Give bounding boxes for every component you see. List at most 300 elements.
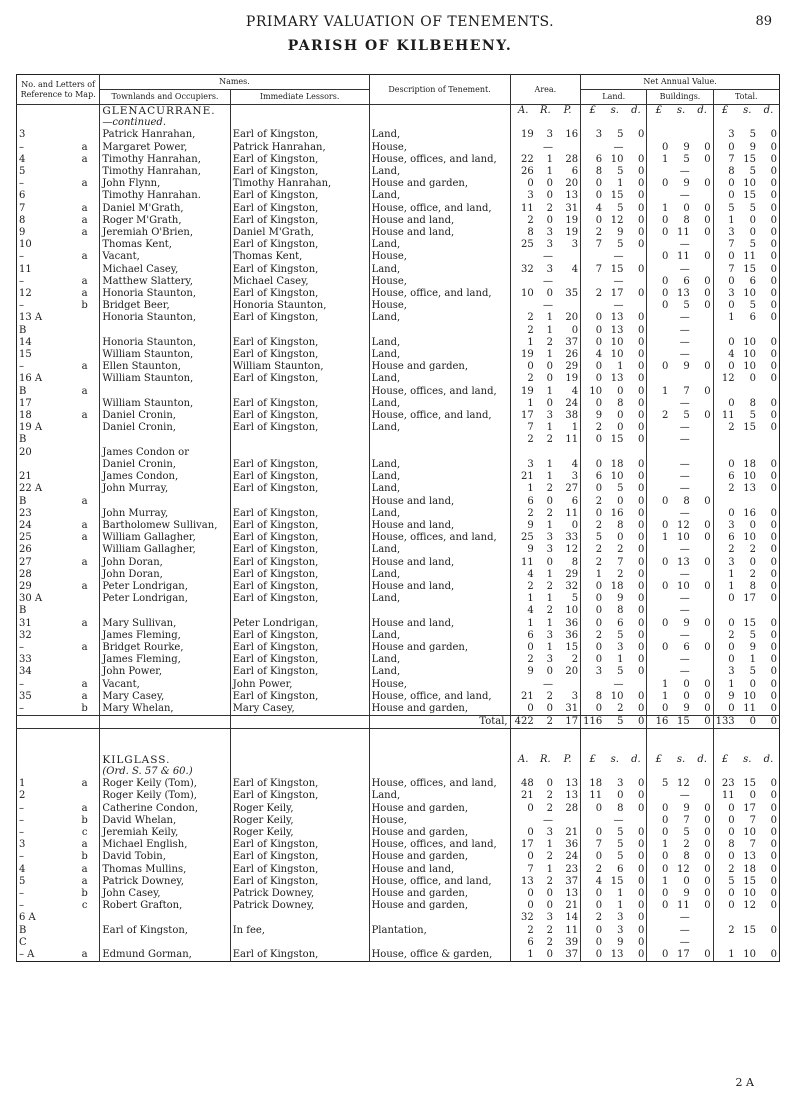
area-acres: 8 xyxy=(510,227,536,239)
land-shillings: 5 xyxy=(617,666,624,678)
description: House and garden, xyxy=(369,900,510,912)
unit-total-pounds: £ xyxy=(713,754,737,766)
land-shillings: 13 xyxy=(610,312,624,324)
total-pounds: 0 xyxy=(713,398,737,410)
buildings-pence: 0 xyxy=(704,519,711,531)
land-pence: 0 xyxy=(637,802,645,814)
occupier: William Staunton, xyxy=(100,373,230,385)
total-shillings xyxy=(737,605,758,617)
area-perches: 19 xyxy=(565,227,579,239)
occupier: Patrick Hanrahan, xyxy=(100,129,230,141)
land-pounds xyxy=(581,251,605,263)
total-pence xyxy=(758,605,780,617)
ref-letter: a xyxy=(81,178,88,190)
ref-number: 19 A xyxy=(19,422,43,434)
total-shillings: 9 xyxy=(749,641,756,653)
total-shillings: 5 xyxy=(749,410,756,422)
land-shillings: 8 xyxy=(617,519,624,531)
subtitle-cell xyxy=(692,117,713,129)
spacer-cell xyxy=(604,729,625,742)
ref-number: 5 xyxy=(19,875,26,887)
table-row xyxy=(17,227,780,239)
occupier: John Casey, xyxy=(100,888,230,900)
lessor: Earl of Kingston, xyxy=(230,398,369,410)
occupier: Earl of Kingston, xyxy=(100,925,230,937)
total-pounds: 0 xyxy=(713,900,737,912)
area-perches: 36 xyxy=(565,629,579,641)
total-pence: 0 xyxy=(770,678,777,690)
total-pence: 0 xyxy=(770,214,777,226)
buildings-shillings: 12 xyxy=(676,778,690,790)
land-pence: 0 xyxy=(637,900,645,912)
section-cell xyxy=(369,105,510,118)
total-shillings: 10 xyxy=(743,690,756,702)
ref-number: 1 xyxy=(19,778,26,790)
description: House, office, and land, xyxy=(369,876,510,888)
buildings-shillings: 11 xyxy=(676,900,690,912)
area-perches xyxy=(555,276,581,288)
spacer-cell xyxy=(369,742,510,754)
land-shillings: 10 xyxy=(610,690,624,702)
buildings-pence: 0 xyxy=(704,580,711,592)
ref-number: – xyxy=(19,802,24,814)
ref-letter: a xyxy=(81,251,88,263)
unit-perches: P. xyxy=(563,753,572,765)
total-pounds: 5 xyxy=(713,876,737,888)
subtitle-cell xyxy=(70,766,100,778)
col-header-lessors: Immediate Lessors. xyxy=(230,90,369,105)
spacer-cell xyxy=(581,742,605,754)
lessor: Daniel M'Grath, xyxy=(230,227,369,239)
buildings-pounds xyxy=(647,605,671,617)
table-row xyxy=(17,605,780,617)
area-perches: 39 xyxy=(565,936,579,948)
land-pounds: 4 xyxy=(581,876,605,888)
table-row xyxy=(17,900,780,912)
area-roods: 1 xyxy=(546,863,553,875)
buildings-pounds xyxy=(647,483,671,495)
buildings-shillings: 12 xyxy=(676,863,690,875)
area-perches: 20 xyxy=(565,666,579,678)
total-pence: 0 xyxy=(770,814,777,826)
col-header-ref: No. and Letters of Reference to Map. xyxy=(17,75,100,105)
land-pence: 0 xyxy=(637,702,645,714)
lessor: Earl of Kingston, xyxy=(230,203,369,215)
unit-total-pounds: £ xyxy=(713,105,737,118)
unit-buildings-pounds: £ xyxy=(647,105,671,118)
land-pence: 0 xyxy=(637,580,645,592)
buildings-pence: 0 xyxy=(704,202,711,214)
total-pounds: 0 xyxy=(713,703,737,716)
area-roods: 0 xyxy=(546,900,553,912)
total-shillings: 0 xyxy=(749,790,756,802)
land-pence: 0 xyxy=(637,227,645,239)
buildings-pounds xyxy=(647,373,671,385)
description: Land, xyxy=(369,666,510,678)
buildings-pounds: 1 xyxy=(647,876,671,888)
buildings-pounds xyxy=(647,349,671,361)
buildings-pounds xyxy=(647,264,671,276)
buildings-shillings: 0 xyxy=(683,678,690,690)
buildings-shillings: 9 xyxy=(683,361,690,373)
total-pence: 0 xyxy=(770,802,777,814)
spacer-cell xyxy=(510,729,536,742)
area-perches: 21 xyxy=(565,826,579,838)
description: Land, xyxy=(369,312,510,324)
table-row xyxy=(17,654,780,666)
occupier: James Condon or xyxy=(100,447,230,459)
total-shillings: 15 xyxy=(743,924,756,936)
land-shillings: 8 xyxy=(617,397,624,409)
area-acres: 19 xyxy=(510,349,536,361)
area-acres: 0 xyxy=(510,827,536,839)
land-shillings: 16 xyxy=(610,507,624,519)
land-pounds: 7 xyxy=(581,239,605,251)
unit-roods: R. xyxy=(540,753,551,765)
description: House, xyxy=(369,815,510,827)
land-pence: 0 xyxy=(637,605,645,617)
section-title-row xyxy=(17,105,780,118)
area-roods: 2 xyxy=(546,434,553,446)
col-header-nav: Net Annual Value. xyxy=(581,75,780,90)
spacer-cell xyxy=(647,742,671,754)
table-row xyxy=(17,178,780,190)
land-pence: 0 xyxy=(637,324,645,336)
ref-number: – xyxy=(19,900,24,912)
spacer-cell xyxy=(604,742,625,754)
area-perches: 6 xyxy=(571,495,579,507)
area-acres: 0 xyxy=(510,361,536,373)
land-pounds: 0 xyxy=(581,215,605,227)
buildings-pence: 0 xyxy=(704,214,711,226)
area-perches: 10 xyxy=(565,605,579,617)
buildings-shillings: 17 xyxy=(676,948,690,960)
land-shillings: 5 xyxy=(617,629,624,641)
land-pounds: 0 xyxy=(581,803,605,815)
total-pounds: 0 xyxy=(713,300,737,312)
table-row xyxy=(17,300,780,312)
lessor: Earl of Kingston, xyxy=(230,410,369,422)
buildings-pence xyxy=(692,605,713,617)
occupier: David Whelan, xyxy=(100,815,230,827)
area-acres: 25 xyxy=(510,532,536,544)
buildings-pence xyxy=(692,790,713,802)
buildings-pounds: 0 xyxy=(647,557,671,569)
ref-number: 33 xyxy=(19,654,32,666)
total-pounds: 1 xyxy=(713,215,737,227)
area-acres: 3 xyxy=(510,459,536,471)
area-roods: — xyxy=(542,678,553,690)
ref-number: – xyxy=(19,678,24,690)
area-acres: 4 xyxy=(510,569,536,581)
lessor: Earl of Kingston, xyxy=(230,520,369,532)
spacer-cell xyxy=(555,729,581,742)
buildings-pence xyxy=(692,937,713,949)
area-roods: 3 xyxy=(546,654,553,666)
buildings-pence: 0 xyxy=(704,251,711,263)
buildings-pence xyxy=(692,654,713,666)
area-roods: 1 xyxy=(546,641,553,653)
ref-letter: a xyxy=(81,153,88,165)
land-pence: 0 xyxy=(637,361,645,373)
buildings-pounds xyxy=(647,434,671,446)
table-row xyxy=(17,803,780,815)
buildings-pounds: 0 xyxy=(647,300,671,312)
ref-number: 22 A xyxy=(19,483,43,495)
area-roods: 2 xyxy=(546,924,553,936)
buildings-pence xyxy=(692,190,713,202)
buildings-pence: 0 xyxy=(704,875,711,887)
ref-letter xyxy=(70,349,100,361)
buildings-pounds: 0 xyxy=(647,888,671,900)
land-pounds: 0 xyxy=(581,654,605,666)
description: Plantation, xyxy=(369,925,510,937)
total-pence: 0 xyxy=(770,507,777,519)
area-perches: 27 xyxy=(565,483,579,495)
land-shillings: 3 xyxy=(617,912,624,924)
ref-letter: a xyxy=(81,641,88,653)
ref-letter: a xyxy=(81,839,88,851)
land-pence xyxy=(626,447,647,459)
area-acres: 21 xyxy=(510,790,536,802)
buildings-pence: 0 xyxy=(704,863,711,875)
total-pounds: 2 xyxy=(713,864,737,876)
land-pence: 0 xyxy=(637,544,645,556)
occupier: Vacant, xyxy=(100,679,230,691)
land-pounds xyxy=(581,815,605,827)
total-pounds: 8 xyxy=(713,166,737,178)
area-perches: 37 xyxy=(565,336,579,348)
lessor: Earl of Kingston, xyxy=(230,373,369,385)
land-shillings: 2 xyxy=(617,544,624,556)
table-row xyxy=(17,778,780,790)
area-roods: 2 xyxy=(546,336,553,348)
lessor: Earl of Kingston, xyxy=(230,593,369,605)
buildings-shillings: 9 xyxy=(683,887,690,899)
land-pence: 0 xyxy=(637,129,645,141)
buildings-pounds: 0 xyxy=(647,851,671,863)
ref-number: – xyxy=(19,361,24,373)
ref-letter xyxy=(70,790,100,802)
area-perches: 29 xyxy=(565,568,579,580)
subtitle-cell xyxy=(713,117,737,129)
subtitle-cell xyxy=(510,117,536,129)
total-pounds: 1 xyxy=(713,312,737,324)
land-shillings: 7 xyxy=(617,556,624,568)
area-acres xyxy=(510,300,536,312)
table-row xyxy=(17,876,780,888)
total-pounds: 5 xyxy=(713,203,737,215)
buildings-pounds: 0 xyxy=(647,703,671,716)
total-land-shillings: 5 xyxy=(604,716,625,729)
buildings-pounds xyxy=(647,666,671,678)
land-shillings: 10 xyxy=(610,349,624,361)
ref-letter xyxy=(70,666,100,678)
ref-letter xyxy=(70,925,100,937)
area-acres: 6 xyxy=(510,937,536,949)
land-shillings: 13 xyxy=(610,948,624,960)
lessor: Earl of Kingston, xyxy=(230,129,369,141)
area-acres: 1 xyxy=(510,618,536,630)
buildings-shillings: — xyxy=(679,336,690,348)
land-pence: 0 xyxy=(637,373,645,385)
table-row xyxy=(17,471,780,483)
lessor: Roger Keily, xyxy=(230,803,369,815)
description: Land, xyxy=(369,569,510,581)
buildings-shillings: — xyxy=(679,312,690,324)
land-pounds: 11 xyxy=(581,790,605,802)
lessor: Peter Londrigan, xyxy=(230,618,369,630)
total-shillings: 17 xyxy=(743,593,756,605)
buildings-shillings: 12 xyxy=(676,519,690,531)
lessor: Earl of Kingston, xyxy=(230,337,369,349)
area-roods: — xyxy=(542,275,553,287)
land-pounds: 0 xyxy=(581,605,605,617)
buildings-pounds: 1 xyxy=(647,203,671,215)
table-row xyxy=(17,532,780,544)
area-acres: 32 xyxy=(510,264,536,276)
total-shillings: 7 xyxy=(749,814,756,826)
total-pence: 0 xyxy=(770,166,777,178)
area-roods: 3 xyxy=(546,239,553,251)
total-pounds: 3 xyxy=(713,666,737,678)
occupier: Michael English, xyxy=(100,839,230,851)
total-pounds xyxy=(713,325,737,337)
buildings-shillings: 11 xyxy=(676,251,690,263)
land-pounds: 7 xyxy=(581,839,605,851)
area-acres xyxy=(510,679,536,691)
occupier: William Gallagher, xyxy=(100,544,230,556)
ref-number: – xyxy=(19,641,24,653)
total-pence: 0 xyxy=(770,288,777,300)
ref-number: 6 xyxy=(19,190,26,202)
buildings-shillings: 6 xyxy=(683,275,690,287)
area-acres: 21 xyxy=(510,691,536,703)
unit-acres: A. xyxy=(510,105,536,118)
area-perches: 19 xyxy=(565,214,579,226)
total-pence: 0 xyxy=(770,617,777,629)
ref-number: – xyxy=(19,275,24,287)
spacer-cell xyxy=(581,729,605,742)
area-acres: 2 xyxy=(510,925,536,937)
land-pence: 0 xyxy=(637,532,645,544)
total-pence: 0 xyxy=(770,948,777,960)
ref-number: 12 xyxy=(19,288,32,300)
land-pounds: 0 xyxy=(581,949,605,962)
description: Land, xyxy=(369,264,510,276)
table-row xyxy=(17,337,780,349)
land-pounds: 0 xyxy=(581,325,605,337)
occupier xyxy=(100,496,230,508)
buildings-shillings: 13 xyxy=(676,556,690,568)
total-pounds: 1 xyxy=(713,679,737,691)
buildings-pence: 0 xyxy=(704,778,711,790)
ref-number: – xyxy=(19,702,24,714)
area-acres: 7 xyxy=(510,422,536,434)
land-pounds: 10 xyxy=(581,386,605,398)
area-roods: — xyxy=(542,251,553,263)
land-pounds: 7 xyxy=(581,264,605,276)
total-pounds: 2 xyxy=(713,925,737,937)
total-shillings xyxy=(737,447,758,459)
buildings-shillings: — xyxy=(679,654,690,666)
area-acres: 2 xyxy=(510,508,536,520)
description: House and garden, xyxy=(369,178,510,190)
buildings-pounds xyxy=(647,937,671,949)
ref-number: B xyxy=(19,924,27,936)
area-perches: 36 xyxy=(565,617,579,629)
area-roods: 2 xyxy=(546,790,553,802)
ref-letter: c xyxy=(81,900,88,912)
total-pence: 0 xyxy=(770,483,777,495)
land-pence xyxy=(626,142,647,154)
total-pounds: 0 xyxy=(713,593,737,605)
table-row xyxy=(17,264,780,276)
land-shillings: 3 xyxy=(617,778,624,790)
ref-letter: a xyxy=(81,361,88,373)
lessor: Earl of Kingston, xyxy=(230,557,369,569)
unit-perches: P. xyxy=(563,105,572,116)
area-roods: 0 xyxy=(546,373,553,385)
buildings-pounds: 0 xyxy=(647,581,671,593)
area-roods: 2 xyxy=(546,202,553,214)
spacer-cell xyxy=(670,742,691,754)
buildings-pounds: 1 xyxy=(647,386,671,398)
total-total-pounds: 133 xyxy=(713,716,737,729)
land-pence: 0 xyxy=(637,263,645,275)
buildings-pence xyxy=(692,349,713,361)
land-shillings: 3 xyxy=(617,924,624,936)
total-pence: 0 xyxy=(770,568,777,580)
subtitle-cell xyxy=(692,766,713,778)
total-pence: 0 xyxy=(770,826,777,838)
ref-number: B xyxy=(19,324,27,336)
buildings-pounds xyxy=(647,398,671,410)
unit-roods: R. xyxy=(540,105,551,116)
total-pounds: 0 xyxy=(713,827,737,839)
ref-letter: b xyxy=(81,702,88,714)
buildings-pence: 0 xyxy=(704,702,711,714)
description: House, xyxy=(369,679,510,691)
area-perches: 23 xyxy=(565,863,579,875)
total-pence: 0 xyxy=(770,471,777,483)
buildings-pounds: 2 xyxy=(647,410,671,422)
total-pence: 0 xyxy=(770,851,777,863)
land-pounds: 0 xyxy=(581,337,605,349)
buildings-pounds xyxy=(647,630,671,642)
occupier xyxy=(100,434,230,446)
area-perches: 8 xyxy=(571,556,579,568)
buildings-pounds: 1 xyxy=(647,679,671,691)
area-perches: 38 xyxy=(565,410,579,422)
land-pence: 0 xyxy=(637,422,645,434)
total-pence xyxy=(758,447,780,459)
total-pounds xyxy=(713,496,737,508)
buildings-shillings: 0 xyxy=(683,875,690,887)
area-perches xyxy=(555,142,581,154)
lessor: Earl of Kingston, xyxy=(230,422,369,434)
ref-number: 25 xyxy=(19,532,32,544)
ref-number: 27 xyxy=(19,556,32,568)
area-roods: 2 xyxy=(546,875,553,887)
buildings-pounds: 0 xyxy=(647,864,671,876)
lessor: Earl of Kingston, xyxy=(230,459,369,471)
land-shillings: 2 xyxy=(617,702,624,714)
occupier: William Staunton, xyxy=(100,398,230,410)
total-shillings xyxy=(737,912,758,924)
buildings-shillings: 0 xyxy=(683,690,690,702)
area-roods: 0 xyxy=(546,397,553,409)
